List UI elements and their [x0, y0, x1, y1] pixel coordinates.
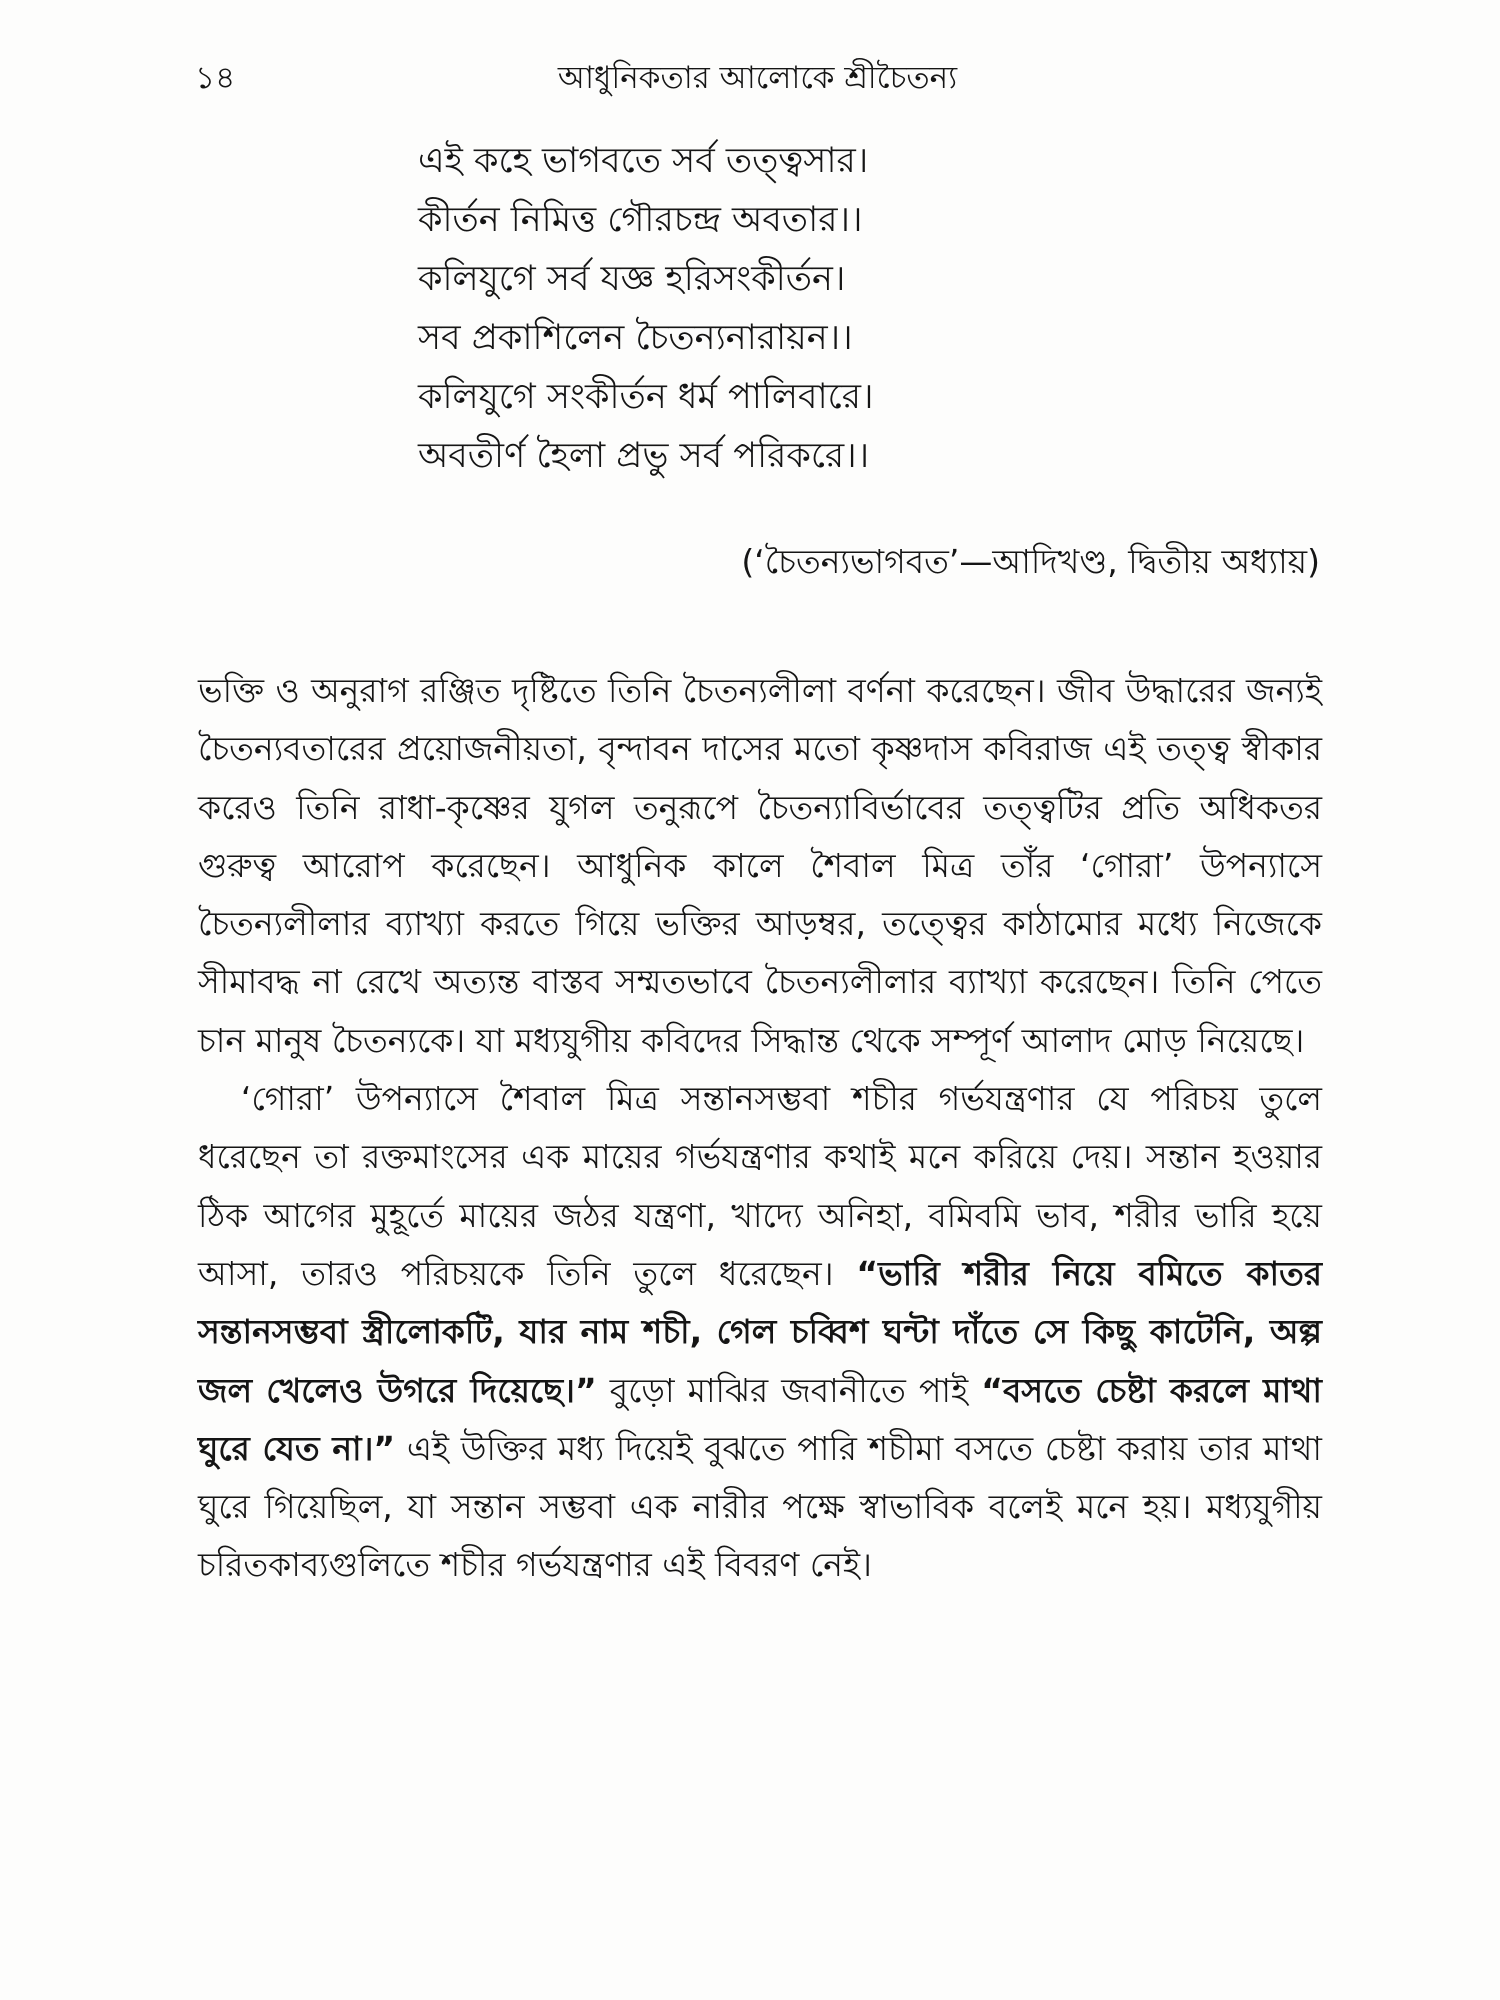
verse-line: অবতীর্ণ হৈলা প্রভু সর্ব পরিকরে।। — [418, 436, 870, 476]
paragraph-text: বুড়ো মাঝির জবানীতে পাই — [609, 1370, 969, 1410]
page-number: ১৪ — [195, 60, 236, 96]
paragraph — [198, 1070, 1322, 1595]
quotation: “ভারি শরীর নিয়ে বমিতে কাতর সন্তানসম্ভবা স্ত্রীলোকটি, যার নাম শচী, গেল চব্বিশ ঘন্টা দাঁতে সে কিছু কাটেনি, অল্প জল খেলেও উগরে দিয়েছে।” — [198, 1253, 1322, 1410]
verse-line: সব প্রকাশিলেন চৈতন্যনারায়ন।। — [418, 318, 853, 358]
verse-citation: (‘চৈতন্যভাগবত’—আদিখণ্ড, দ্বিতীয় অধ্যায়) — [741, 542, 1320, 581]
paragraph-text: এই উক্তির মধ্য দিয়েই বুঝতে পারি শচীমা বসতে চেষ্টা করায় তার মাথা ঘুরে গিয়েছিল, যা সন্তান সম্ভবা এক নারীর পক্ষে স্বাভাবিক বলেই মনে হয়। মধ্যযুগীয় চরিতকাব্যগুলিতে শচীর গর্ভযন্ত্রণার এই বিবরণ নেই। — [198, 1428, 1322, 1585]
verse-line: কীর্তন নিমিত্ত গৌরচন্দ্র অবতার।। — [418, 200, 863, 240]
body-text — [198, 662, 1322, 1595]
verse-line: কলিযুগে সর্ব যজ্ঞ হরিসংকীর্তন। — [418, 259, 846, 299]
running-title: আধুনিকতার আলোকে শ্রীচৈতন্য — [557, 60, 958, 96]
quotation: “বসতে চেষ্টা করলে মাথা ঘুরে যেত না।” — [198, 1370, 1322, 1468]
verse-line: এই কহে ভাগবতে সর্ব তত্ত্বসার। — [418, 141, 869, 181]
page-header — [195, 48, 1320, 108]
paragraph-text: ‘গোরা’ উপন্যাসে শৈবাল মিত্র সন্তানসম্ভবা শচীর গর্ভযন্ত্রণার যে পরিচয় তুলে ধরেছেন তা রক্তমাংসের এক মায়ের গর্ভযন্ত্রণার কথাই মনে করিয়ে দেয়। সন্তান হওয়ার ঠিক আগের মুহূর্তে মায়ের জঠর যন্ত্রণা, খাদ্যে অনিহা, বমিবমি ভাব, শরীর ভারি হয়ে আসা, তারও পরিচয়কে তিনি তুলে ধরেছেন। — [198, 1079, 1322, 1293]
paragraph: ভক্তি ও অনুরাগ রঞ্জিত দৃষ্টিতে তিনি চৈতন্যলীলা বর্ণনা করেছেন। জীব উদ্ধারের জন্যই চৈতন্যবতারের প্রয়োজনীয়তা, বৃন্দাবন দাসের মতো কৃষ্ণদাস কবিরাজ এই তত্ত্ব স্বীকার করেও তিনি রাধা-কৃষ্ণের যুগল তনুরূপে চৈতন্যাবির্ভাবের তত্ত্বটির প্রতি অধিকতর গুরুত্ব আরোপ করেছেন। আধুনিক কালে শৈবাল মিত্র তাঁর ‘গোরা’ উপন্যাসে চৈতন্যলীলার ব্যাখ্যা করতে গিয়ে ভক্তির আড়ম্বর, তত্ত্বের কাঠামোর মধ্যে নিজেকে সীমাবদ্ধ না রেখে অত্যন্ত বাস্তব সম্মতভাবে চৈতন্যলীলার ব্যাখ্যা করেছেন। তিনি পেতে চান মানুষ চৈতন্যকে। যা মধ্যযুগীয় কবিদের সিদ্ধান্ত থেকে সম্পূর্ণ আলাদ মোড় নিয়েছে। — [198, 671, 1322, 1060]
verse-block — [418, 132, 1318, 486]
verse-line: কলিযুগে সংকীর্তন ধর্ম পালিবারে। — [418, 377, 874, 417]
